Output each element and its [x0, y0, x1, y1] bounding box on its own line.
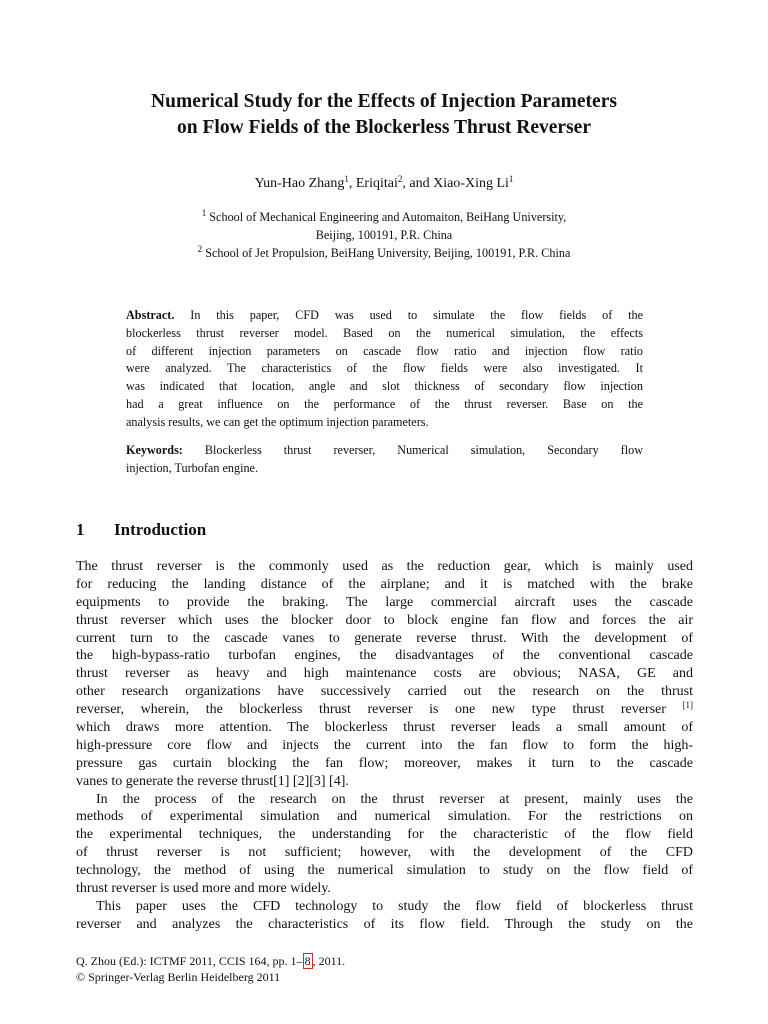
author-name: Eriqitai	[355, 176, 398, 191]
body-line: reverser and analyzes the characteristics of its flow field. Through the study on the	[76, 916, 693, 932]
body-line: methods of experimental simulation and numerical simulation. For the restrictions on	[76, 809, 693, 825]
body-line: vanes to generate the reverse thrust[1] [2][3] [4].	[76, 773, 349, 789]
body-line-text: reverser, wherein, the blockerless thrust reverser is one new type thrust reverser	[76, 702, 666, 718]
affiliation-1-cont: Beijing, 100191, P.R. China	[315, 228, 453, 242]
footer-text: Q. Zhou (Ed.): ICTMF 2011, CCIS 164, pp. 1–	[76, 954, 303, 968]
body-line: of thrust reverser is not sufficient; however, with the development of the CFD	[76, 845, 693, 861]
abstract-text: In this paper, CFD was used to simulate the flow fields of the	[174, 308, 643, 322]
affiliation-2	[0, 244, 768, 262]
abstract-line: analysis results, we can get the optimum injection parameters.	[126, 414, 429, 429]
copyright-footer: © Springer-Verlag Berlin Heidelberg 2011	[76, 970, 281, 984]
affiliation-text: School of Mechanical Engineering and Automaiton, BeiHang University,	[206, 210, 567, 224]
author-name: Xiao-Xing Li	[433, 176, 509, 191]
footer-text: , 2011.	[312, 954, 346, 968]
body-line: the experimental techniques, the understanding for the characteristic of the flow field	[76, 827, 693, 843]
affiliations	[0, 208, 768, 262]
abstract-line	[126, 307, 643, 325]
author-separator: ,	[348, 176, 356, 191]
abstract	[126, 307, 643, 432]
abstract-line: blockerless thrust reverser model. Based on the numerical simulation, the effects	[126, 325, 643, 340]
abstract-line: were analyzed. The characteristics of the flow fields were also investigated. It	[126, 361, 643, 376]
body-line: high-pressure core flow and injects the current into the fan flow to form the high-	[76, 737, 693, 753]
author-affil-mark: 1	[344, 174, 349, 184]
body-line: other research organizations have successively carried out the research on the thrust	[76, 684, 693, 700]
author-affil-mark: 2	[397, 174, 403, 184]
body-line: thrust reverser which uses the blocker door to block engine fan flow and forces the air	[76, 612, 693, 628]
body-line: technology, the method of using the numerical simulation to study on the flow field of	[76, 863, 693, 879]
body-line: equipments to provide the braking. The large commercial aircraft uses the cascade	[76, 594, 693, 610]
body-line: pressure gas curtain blocking the fan flow; moreover, makes it turn to the cascade	[76, 755, 693, 771]
section-heading	[76, 519, 206, 541]
body-line: for reducing the landing distance of the airplane; and it is matched with the brake	[76, 576, 693, 592]
keywords-line: injection, Turbofan engine.	[126, 461, 259, 475]
keywords	[126, 441, 643, 477]
body-line: This paper uses the CFD technology to study the flow field of blockerless thrust	[96, 898, 693, 914]
keywords-text: Blockerless thrust reverser, Numerical simulation, Secondary flow	[182, 443, 643, 457]
citation-footer	[76, 953, 345, 969]
body-line: which draws more attention. The blockerless thrust reverser leads a small amount of	[76, 720, 693, 736]
body-line: current turn to the cascade vanes to generate reverse thrust. With the development of	[76, 630, 693, 646]
body-line: In the process of the research on the thrust reverser at present, mainly uses the	[96, 791, 693, 807]
keywords-line	[126, 441, 643, 459]
abstract-line: of different injection parameters on cascade flow ratio and injection flow ratio	[126, 343, 643, 358]
affiliation-text: School of Jet Propulsion, BeiHang University, Beijing, 100191, P.R. China	[202, 246, 571, 260]
author-separator: , and	[402, 176, 434, 191]
body-line	[76, 701, 693, 719]
section-number: 1	[76, 520, 85, 539]
affiliation-mark: 2	[197, 244, 203, 254]
body-line: thrust reverser is used more and more widely.	[76, 881, 331, 897]
title-line-2: on Flow Fields of the Blockerless Thrust Reverser	[177, 117, 591, 138]
body-line: The thrust reverser is the commonly used as the reduction gear, which is mainly used	[76, 559, 693, 574]
abstract-label: Abstract.	[126, 308, 175, 322]
paper-title	[60, 89, 708, 141]
abstract-line: was indicated that location, angle and slot thickness of secondary flow injection	[126, 379, 643, 394]
section-title: Introduction	[114, 520, 207, 539]
abstract-line: had a great influence on the performance of the thrust reverser. Base on the	[126, 396, 643, 411]
keywords-label: Keywords:	[126, 443, 183, 457]
body-line: the high-bypass-ratio turbofan engines, the disadvantages of the conventional cascade	[76, 648, 693, 664]
title-line-1: Numerical Study for the Effects of Injection Parameters	[151, 91, 617, 112]
author-name: Yun-Hao Zhang	[254, 176, 345, 191]
body-line: thrust reverser as heavy and high maintenance costs are obvious; NASA, GE and	[76, 666, 693, 682]
author-list	[0, 175, 768, 193]
author-affil-mark: 1	[508, 174, 514, 184]
page-range-link[interactable]: 8	[304, 954, 311, 968]
body-text	[76, 558, 693, 934]
citation-mark: [1]	[682, 700, 693, 711]
page-footer	[76, 953, 345, 985]
affiliation-1	[0, 208, 768, 226]
affiliation-mark: 1	[201, 208, 207, 218]
